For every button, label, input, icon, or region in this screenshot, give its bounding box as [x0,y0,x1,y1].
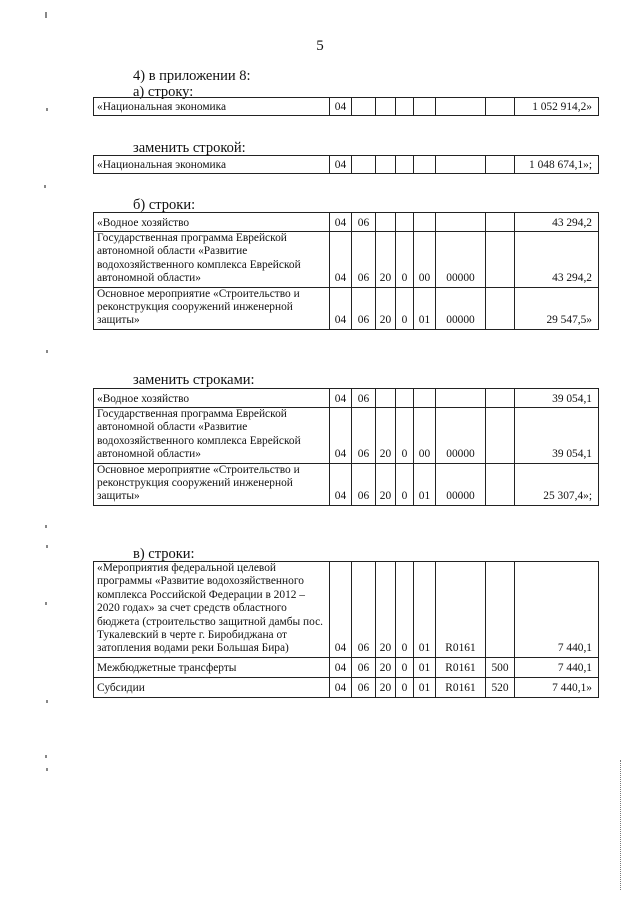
table-row [94,156,599,174]
table-v-rows [93,561,599,698]
csr-direction-cell [436,156,486,174]
csr-event-cell: 01 [414,677,436,697]
csr-event-cell: 01 [414,562,436,658]
csr-subprogram-cell [396,389,414,408]
vr-cell [486,232,515,288]
row-name: Государственная программа Еврейской автономной области «Развитие водохозяйственного комплекса Еврейской автономной области» [94,408,330,464]
rz-cell: 04 [330,156,352,174]
csr-direction-cell: 00000 [436,287,486,329]
rz-cell: 04 [330,562,352,658]
row-name: «Мероприятия федеральной целевой программы «Развитие водохозяйственного комплекса Российской Федерации в 2012 – 2020 годах» за счет средств областного бюджета (строительство защитной дамбы пос. Тукалевский в черте г. Биробиджана от затопления водами реки Большая Бира) [94,562,330,658]
replace-many-label: заменить строками: [133,372,255,388]
table-row [94,98,599,116]
csr-program-cell: 20 [376,408,396,464]
pr-cell: 06 [352,463,376,505]
table-b-replacement [93,388,599,506]
rz-cell: 04 [330,213,352,232]
table-row [94,213,599,232]
amendment-intro: 4) в приложении 8: [133,68,251,84]
pr-cell [352,98,376,116]
pr-cell [352,156,376,174]
rz-cell: 04 [330,389,352,408]
vr-cell [486,408,515,464]
csr-direction-cell: R0161 [436,657,486,677]
pr-cell: 06 [352,677,376,697]
csr-direction-cell [436,213,486,232]
pr-cell: 06 [352,389,376,408]
csr-event-cell: 01 [414,463,436,505]
csr-subprogram-cell: 0 [396,287,414,329]
table-row [94,657,599,677]
csr-subprogram-cell: 0 [396,463,414,505]
csr-program-cell: 20 [376,657,396,677]
csr-subprogram-cell: 0 [396,657,414,677]
row-name: Основное мероприятие «Строительство и реконструкция сооружений инженерной защиты» [94,287,330,329]
csr-program-cell [376,156,396,174]
vr-cell [486,287,515,329]
pr-cell: 06 [352,287,376,329]
table-row [94,232,599,288]
scan-edge-mark [620,760,622,890]
csr-direction-cell [436,98,486,116]
amount-cell: 25 307,4»; [515,463,599,505]
csr-program-cell: 20 [376,463,396,505]
vr-cell [486,463,515,505]
section-a-label: а) строку: [133,84,194,100]
amount-cell: 7 440,1» [515,677,599,697]
amount-cell: 7 440,1 [515,657,599,677]
rz-cell: 04 [330,98,352,116]
csr-subprogram-cell [396,98,414,116]
row-name: Государственная программа Еврейской автономной области «Развитие водохозяйственного комплекса Еврейской автономной области» [94,232,330,288]
section-v-label: в) строки: [133,546,195,562]
csr-subprogram-cell: 0 [396,408,414,464]
csr-event-cell: 01 [414,287,436,329]
csr-event-cell [414,389,436,408]
csr-program-cell: 20 [376,232,396,288]
row-name: Субсидии [94,677,330,697]
vr-cell [486,562,515,658]
amount-cell: 7 440,1 [515,562,599,658]
csr-event-cell [414,156,436,174]
rz-cell: 04 [330,287,352,329]
amount-cell: 39 054,1 [515,389,599,408]
amount-cell: 1 048 674,1»; [515,156,599,174]
csr-direction-cell: R0161 [436,677,486,697]
vr-cell [486,98,515,116]
row-name: «Водное хозяйство [94,213,330,232]
section-b-label: б) строки: [133,197,196,213]
amount-cell: 39 054,1 [515,408,599,464]
rz-cell: 04 [330,408,352,464]
vr-cell: 520 [486,677,515,697]
vr-cell [486,389,515,408]
table-row [94,562,599,658]
rz-cell: 04 [330,232,352,288]
table-a-replacement [93,155,599,174]
page-number: 5 [316,38,324,54]
row-name: «Водное хозяйство [94,389,330,408]
table-a-row [93,97,599,116]
csr-direction-cell [436,389,486,408]
csr-subprogram-cell [396,156,414,174]
csr-subprogram-cell: 0 [396,562,414,658]
rz-cell: 04 [330,677,352,697]
csr-direction-cell: 00000 [436,463,486,505]
row-name: «Национальная экономика [94,98,330,116]
rz-cell: 04 [330,463,352,505]
amount-cell: 43 294,2 [515,213,599,232]
csr-program-cell [376,98,396,116]
amount-cell: 1 052 914,2» [515,98,599,116]
table-row [94,408,599,464]
pr-cell: 06 [352,213,376,232]
csr-program-cell: 20 [376,287,396,329]
vr-cell [486,213,515,232]
table-row [94,287,599,329]
rz-cell: 04 [330,657,352,677]
csr-program-cell: 20 [376,562,396,658]
csr-event-cell: 00 [414,408,436,464]
pr-cell: 06 [352,657,376,677]
csr-event-cell: 01 [414,657,436,677]
csr-direction-cell: 00000 [436,232,486,288]
csr-event-cell: 00 [414,232,436,288]
csr-subprogram-cell: 0 [396,232,414,288]
csr-program-cell [376,389,396,408]
row-name: «Национальная экономика [94,156,330,174]
vr-cell [486,156,515,174]
pr-cell: 06 [352,562,376,658]
replace-one-label: заменить строкой: [133,140,246,156]
table-row [94,389,599,408]
pr-cell: 06 [352,408,376,464]
pr-cell: 06 [352,232,376,288]
amount-cell: 43 294,2 [515,232,599,288]
row-name: Межбюджетные трансферты [94,657,330,677]
row-name: Основное мероприятие «Строительство и реконструкция сооружений инженерной защиты» [94,463,330,505]
csr-event-cell [414,213,436,232]
csr-program-cell [376,213,396,232]
vr-cell: 500 [486,657,515,677]
csr-direction-cell: R0161 [436,562,486,658]
csr-subprogram-cell: 0 [396,677,414,697]
table-row [94,463,599,505]
csr-event-cell [414,98,436,116]
csr-program-cell: 20 [376,677,396,697]
amount-cell: 29 547,5» [515,287,599,329]
table-b-rows [93,212,599,330]
csr-direction-cell: 00000 [436,408,486,464]
table-row [94,677,599,697]
csr-subprogram-cell [396,213,414,232]
